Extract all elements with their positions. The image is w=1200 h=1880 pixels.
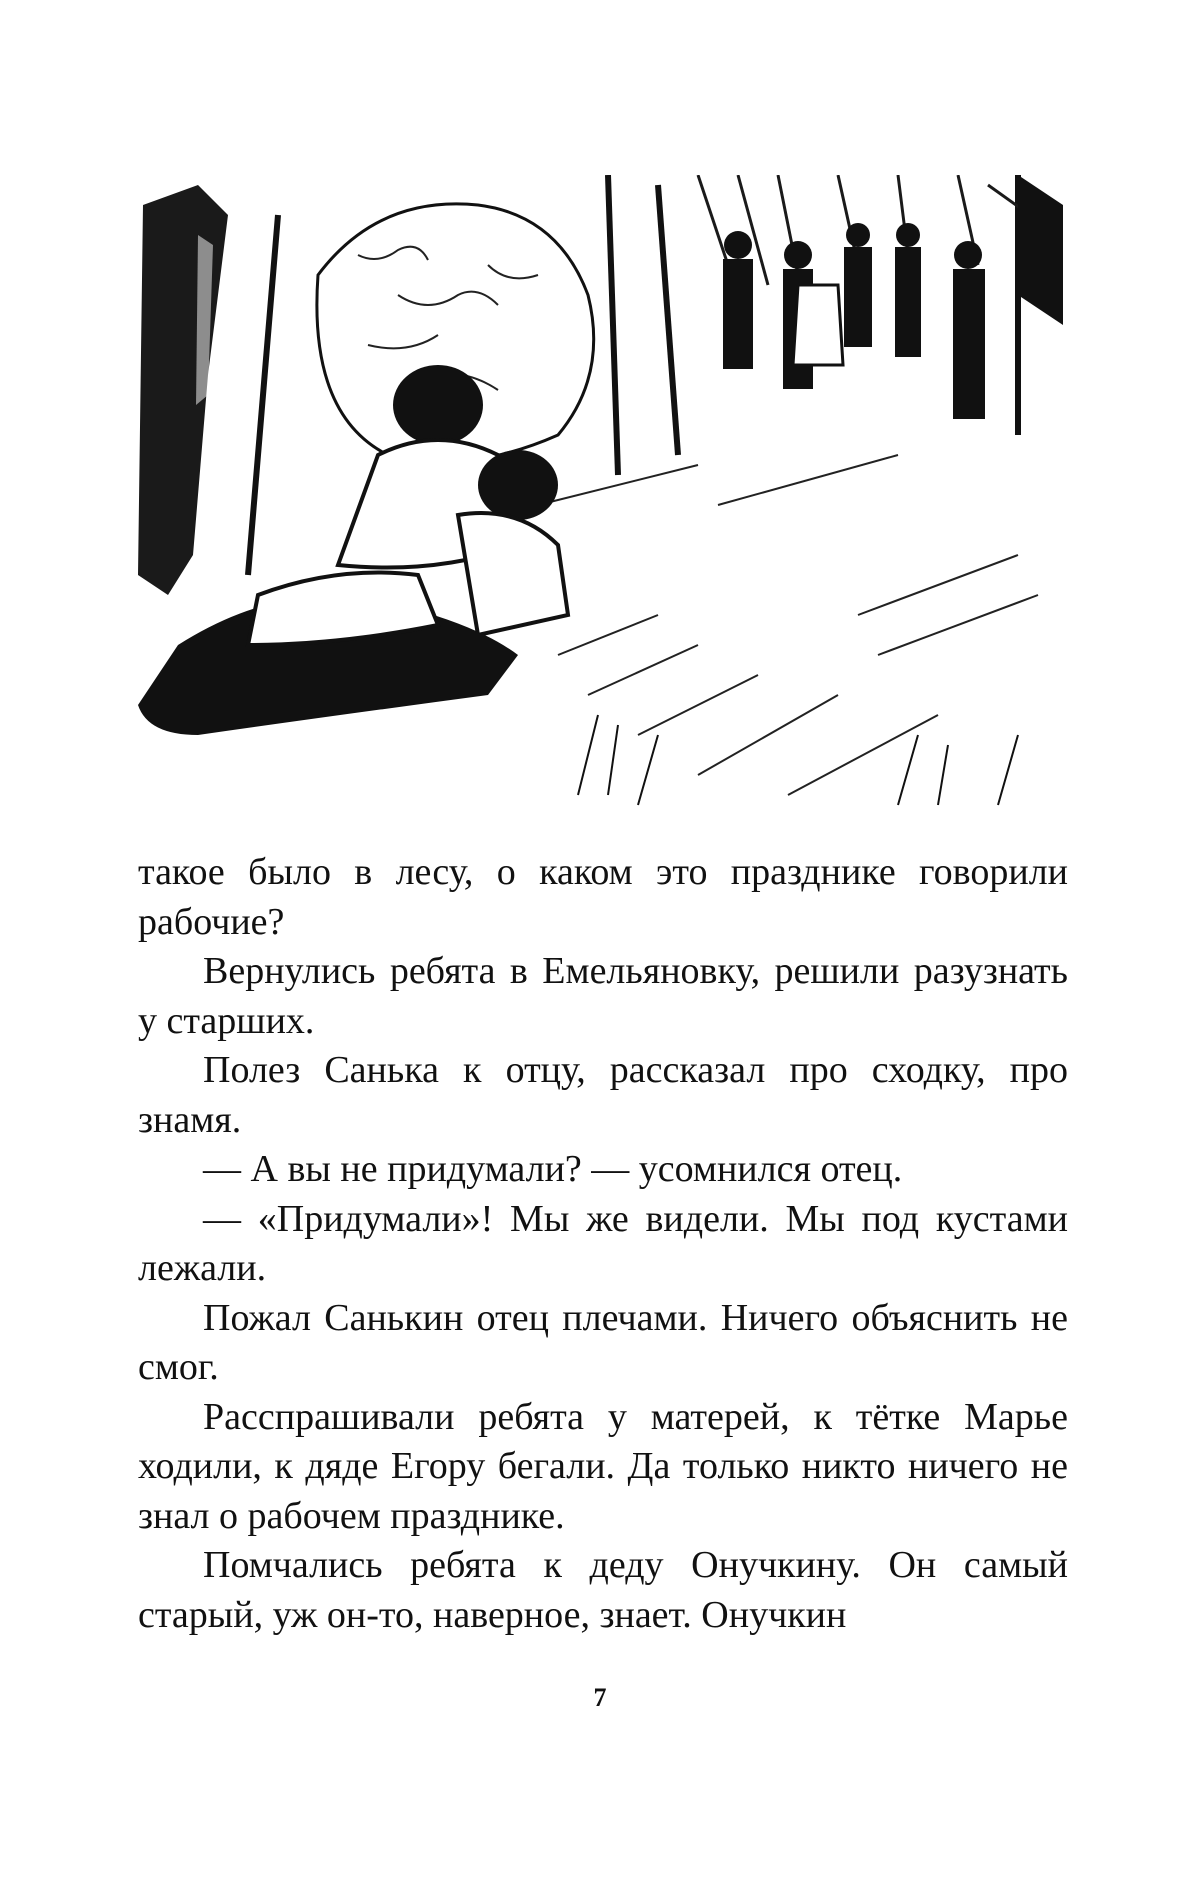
paragraph: Пожал Санькин отец плечами. Ничего объяснить не смог. xyxy=(138,1296,1068,1388)
page-number: 7 xyxy=(593,1683,607,1712)
story-text xyxy=(138,848,1068,1640)
paragraph: такое было в лесу, о каком это празднике говорили рабочие? xyxy=(138,851,1068,943)
paragraph: Расспрашивали ребята у матерей, к тётке Марье ходили, к дяде Егору бегали. Да только никто ничего не знал о рабочем празднике. xyxy=(138,1395,1068,1537)
paragraph: Полез Санька к отцу, рассказал про сходку, про знамя. xyxy=(138,1049,1068,1141)
paragraph: Вернулись ребята в Емельяновку, решили разузнать у старших. xyxy=(138,950,1068,1042)
forest-scene-drawing xyxy=(138,175,1063,815)
paragraph: — А вы не придумали? — усомнился отец. xyxy=(203,1148,903,1190)
paragraph: Помчались ребята к деду Онучкину. Он самый старый, уж он-то, наверное, знает. Онучкин xyxy=(138,1544,1068,1636)
forest-illustration xyxy=(138,175,1063,815)
paragraph: — «Придумали»! Мы же видели. Мы под кустами лежали. xyxy=(138,1197,1068,1289)
